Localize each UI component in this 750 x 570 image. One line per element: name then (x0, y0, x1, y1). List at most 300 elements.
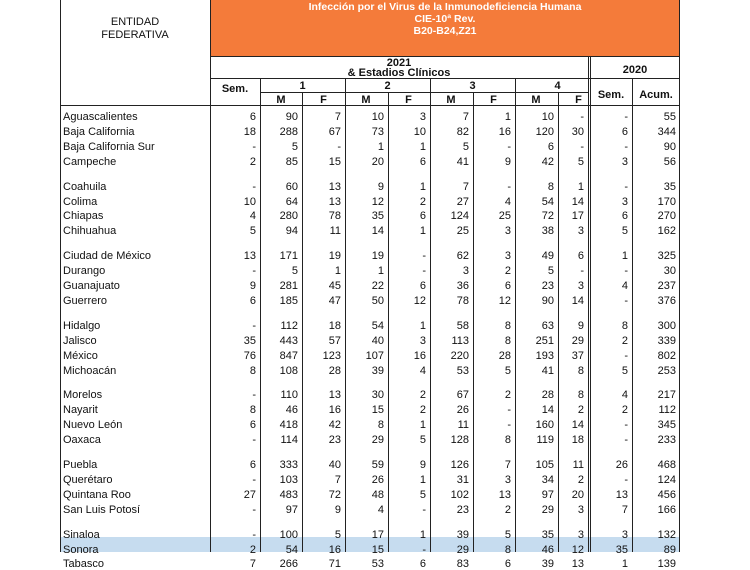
acum-2020-value: 339 (657, 334, 676, 347)
stage-value: - (507, 404, 511, 417)
sem-2020-value: - (624, 473, 628, 486)
stage-value: 42 (541, 155, 554, 168)
stage-value: 58 (456, 319, 469, 332)
entidad-name: Chiapas (63, 210, 104, 223)
stage-value: 107 (365, 349, 384, 362)
sem-2020-value: 5 (621, 364, 628, 377)
stage-value: 37 (571, 349, 584, 362)
stage-value: 119 (536, 434, 554, 447)
male-header: M (361, 94, 371, 106)
stage-value: 16 (413, 349, 426, 362)
stage-value: 6 (504, 280, 511, 292)
stage-value: 73 (371, 125, 384, 138)
stage-value: 8 (504, 543, 511, 556)
stage-value: 46 (285, 404, 298, 417)
stage-value: 3 (462, 265, 469, 278)
sem-2021-value: 2 (249, 543, 256, 556)
sem-2020-value: 26 (615, 459, 628, 471)
stage-value: 41 (541, 364, 554, 377)
sem-2021-value: 35 (243, 334, 256, 347)
stage-value: 6 (547, 140, 554, 153)
stage-value: 29 (541, 503, 554, 516)
sem-2020-value: - (624, 111, 628, 123)
stage-value: 2 (504, 503, 511, 516)
stage-value: 28 (498, 349, 511, 362)
stage-value: 12 (371, 195, 384, 208)
entidad-name: Guerrero (63, 294, 108, 307)
stage-value: 15 (371, 543, 384, 556)
stage-value: 23 (328, 434, 341, 447)
male-header: M (446, 94, 456, 106)
stage-value: 1 (419, 528, 426, 541)
stage-value: 41 (456, 155, 469, 168)
stage-value: - (422, 543, 426, 556)
sem-2020-value: 7 (621, 503, 628, 516)
entidad-name: México (63, 349, 98, 362)
stage-value: 30 (571, 125, 584, 138)
stage-value: 266 (279, 558, 298, 570)
stage-value: 8 (504, 434, 511, 447)
acum-2020-value: 233 (657, 434, 676, 447)
female-header: F (575, 94, 582, 106)
acum-2020-value: 345 (657, 419, 676, 432)
sem-2021-value: - (252, 265, 256, 278)
stage-value: 9 (504, 155, 511, 168)
stage-value: 28 (328, 364, 341, 377)
sem-2020-value: - (624, 294, 628, 307)
sem-2020-value: 3 (621, 155, 628, 168)
acum-2020-value: 139 (657, 558, 676, 570)
stage-value: 38 (541, 225, 554, 238)
stage-value: 97 (541, 488, 554, 501)
stage-value: 3 (577, 225, 584, 238)
stage-value: 17 (571, 210, 584, 223)
stage-value: 5 (504, 364, 511, 377)
stage-value: 110 (280, 389, 298, 402)
sem-2020-value: - (624, 349, 628, 362)
stage-value: - (422, 265, 426, 278)
stage-value: 14 (571, 294, 584, 307)
stage-value: 23 (541, 280, 554, 292)
stage-value: 12 (413, 294, 426, 307)
stage-value: 16 (328, 404, 341, 417)
stage-value: 1 (419, 473, 426, 486)
stage-value: 3 (419, 334, 426, 347)
stage-value: 25 (456, 225, 469, 238)
stage-value: 8 (504, 334, 511, 347)
stage-value: 12 (571, 543, 584, 556)
stage-value: 5 (577, 155, 584, 168)
stage-value: 62 (456, 250, 469, 263)
acum-2020-value: 89 (663, 543, 676, 556)
sem-2021-value: 9 (249, 280, 256, 292)
entidad-name: Nuevo León (63, 419, 123, 432)
sem-2020-value: 4 (621, 280, 628, 292)
entidad-name: Sinaloa (63, 528, 100, 541)
header-line (210, 56, 680, 57)
stage-value: 1 (419, 419, 426, 432)
stage-value: 94 (285, 225, 298, 238)
stage-value: 48 (371, 488, 384, 501)
stage-value: 13 (328, 389, 341, 402)
stage-value: 1 (419, 319, 426, 332)
stage-value: 120 (535, 125, 554, 138)
stage-value: 114 (280, 434, 298, 447)
stage-value: - (422, 503, 426, 516)
stage-value: 60 (285, 180, 298, 193)
stage-value: 5 (291, 265, 298, 278)
female-header: F (405, 94, 412, 106)
sem-2020-value: 5 (621, 225, 628, 238)
entidad-name: Querétaro (63, 473, 113, 486)
sem-2021-value: 5 (249, 225, 256, 238)
acum-2020-value: 124 (657, 473, 676, 486)
stage-value: 6 (504, 558, 511, 570)
stage-value: 72 (541, 210, 554, 223)
stage-value: 2 (577, 473, 584, 486)
stage-value: 13 (328, 180, 341, 193)
stage-value: 1 (504, 111, 511, 123)
entidad-name: Coahuila (63, 180, 107, 193)
acum-2020-value: 112 (658, 404, 676, 417)
entidad-name: Colima (63, 195, 98, 208)
stage-value: 50 (371, 294, 384, 307)
stage-value: 10 (413, 125, 426, 138)
stage-value: 8 (504, 319, 511, 332)
stage-value: 30 (371, 389, 384, 402)
stage-value: 5 (291, 140, 298, 153)
entidad-name: Baja California Sur (63, 140, 155, 153)
entidad-name: Tabasco (63, 558, 104, 570)
entidad-name: Chihuahua (63, 225, 117, 238)
stage-value: 2 (419, 195, 426, 208)
stage-value: 90 (541, 294, 554, 307)
stage-value: 4 (504, 195, 511, 208)
sem-2021-value: 6 (249, 111, 256, 123)
stage-value: 483 (279, 488, 298, 501)
acum-2020-value: 132 (657, 528, 676, 541)
sem-2021-value: - (252, 319, 256, 332)
stage-value: 13 (328, 195, 341, 208)
stage-value: 2 (504, 265, 511, 278)
male-header: M (276, 94, 286, 106)
stage-value: 78 (456, 294, 469, 307)
stage-value: 6 (419, 280, 426, 292)
stage-3-header: 3 (469, 80, 476, 92)
entidad-name: Baja California (63, 125, 135, 138)
stage-value: 14 (571, 195, 584, 208)
stage-value: 39 (371, 364, 384, 377)
entidad-name: Nayarit (63, 404, 98, 417)
sem-2020-value: 4 (621, 389, 628, 402)
stage-value: 4 (419, 364, 426, 377)
sem-2021-value: 6 (249, 459, 256, 471)
stage-value: 63 (541, 319, 554, 332)
sem-2021-value: - (252, 140, 256, 153)
stage-value: 9 (377, 180, 384, 193)
stage-value: 7 (462, 111, 469, 123)
stage-value: 3 (577, 503, 584, 516)
sem-2020-value: - (624, 180, 628, 193)
stage-value: 1 (419, 225, 426, 238)
stage-value: 27 (456, 195, 469, 208)
acum-2020-value: 237 (657, 280, 676, 292)
stage-value: 7 (334, 111, 341, 123)
stage-value: 280 (279, 210, 298, 223)
sem-2020-value: 3 (621, 195, 628, 208)
stage-value: 46 (541, 543, 554, 556)
sem-2021-value: - (252, 528, 256, 541)
stage-value: 8 (577, 389, 584, 402)
stage-value: 13 (571, 558, 584, 570)
entidad-name: Guanajuato (63, 280, 120, 292)
stage-value: 57 (328, 334, 341, 347)
sem-2020-value: - (624, 434, 628, 447)
acum-2020-value: 344 (657, 125, 676, 138)
stage-value: 220 (450, 349, 469, 362)
stage-value: 40 (328, 459, 341, 471)
stage-value: 5 (462, 140, 469, 153)
stage-value: 160 (535, 419, 554, 432)
acum-header: Acum. (639, 89, 673, 101)
entidad-line1: ENTIDAD (110, 16, 160, 28)
acum-2020-value: 217 (657, 389, 676, 402)
stage-value: 113 (451, 334, 469, 347)
stage-value: 2 (419, 389, 426, 402)
stage-value: 26 (456, 404, 469, 417)
acum-2020-value: 802 (657, 349, 676, 362)
header-line (260, 92, 588, 93)
stage-value: 67 (456, 389, 469, 402)
stage-value: 20 (371, 155, 384, 168)
stage-value: - (507, 419, 511, 432)
acum-2020-value: 253 (657, 364, 676, 377)
stage-value: 39 (456, 528, 469, 541)
stage-value: 20 (571, 488, 584, 501)
stage-value: 39 (541, 558, 554, 570)
stage-value: 1 (377, 140, 384, 153)
entidad-name: Hidalgo (63, 319, 101, 332)
stage-value: 5 (419, 434, 426, 447)
sem-2021-value: - (252, 503, 256, 516)
stage-value: 185 (279, 294, 298, 307)
stage-value: 3 (504, 473, 511, 486)
stage-value: 3 (419, 111, 426, 123)
stage-value: 16 (498, 125, 511, 138)
stage-value: 29 (571, 334, 584, 347)
stage-value: 11 (457, 419, 469, 432)
sem-2020-value: 1 (621, 558, 628, 570)
stage-value: 7 (334, 473, 341, 486)
stage-value: 6 (419, 558, 426, 570)
stage-value: 288 (279, 125, 298, 138)
sem-2021-value: 8 (249, 404, 256, 417)
sem-2021-value: 2 (249, 155, 256, 168)
stage-value: 22 (371, 280, 384, 292)
border-left (60, 0, 61, 552)
stage-value: 3 (504, 225, 511, 238)
entidad-name: Sonora (63, 543, 99, 556)
stage-value: 8 (377, 419, 384, 432)
stage-value: 108 (279, 364, 298, 377)
acum-2020-value: 325 (657, 250, 676, 263)
stage-value: 14 (541, 404, 554, 417)
stage-4-header: 4 (554, 80, 561, 92)
stage-value: 28 (541, 389, 554, 402)
stage-value: 85 (285, 155, 298, 168)
stage-value: 5 (419, 488, 426, 501)
sem-2020-header: Sem. (597, 89, 625, 101)
stage-value: 45 (328, 280, 341, 292)
stage-value: 18 (328, 319, 341, 332)
stage-value: 53 (456, 364, 469, 377)
acum-2020-value: 376 (657, 294, 676, 307)
stage-value: - (507, 180, 511, 193)
stage-value: 9 (577, 319, 584, 332)
stage-value: - (337, 140, 341, 153)
stage-value: 23 (456, 503, 469, 516)
stage-value: 54 (541, 195, 554, 208)
stage-value: 4 (377, 503, 384, 516)
sem-2020-value: 2 (621, 404, 628, 417)
sem-2021-value: 18 (243, 125, 256, 138)
stage-value: 15 (371, 404, 384, 417)
year-2021: 2021 (386, 57, 412, 69)
sem-2020-value: 3 (621, 528, 628, 541)
stage-value: - (580, 111, 584, 123)
stage-value: 12 (498, 294, 511, 307)
cie-codes: B20-B24,Z21 (413, 25, 477, 37)
entidad-name: Puebla (63, 459, 98, 471)
entidad-name: Quintana Roo (63, 488, 131, 501)
stage-value: 15 (328, 155, 341, 168)
sem-2020-value: - (624, 140, 628, 153)
stage-value: 11 (329, 225, 341, 238)
stage-value: 26 (371, 473, 384, 486)
stage-value: 847 (279, 349, 298, 362)
sem-2021-value: 8 (249, 364, 256, 377)
sem-2021-value: 4 (249, 210, 256, 223)
sem-2020-value: 6 (621, 125, 628, 138)
stage-value: 78 (328, 210, 341, 223)
stage-value: 40 (371, 334, 384, 347)
stage-value: 25 (498, 210, 511, 223)
stage-value: 54 (285, 543, 298, 556)
acum-2020-value: 456 (657, 488, 676, 501)
stage-value: 82 (456, 125, 469, 138)
sem-2020-value: 8 (621, 319, 628, 332)
entidad-name: Michoacán (63, 364, 117, 377)
report-table (60, 0, 680, 570)
entidad-line2: FEDERATIVA (101, 29, 169, 41)
stage-value: 124 (450, 210, 469, 223)
stage-value: 18 (571, 434, 584, 447)
acum-2020-value: 35 (663, 180, 676, 193)
female-header: F (320, 94, 327, 106)
sem-2021-value: - (252, 389, 256, 402)
entidad-name: Campeche (63, 155, 117, 168)
acum-2020-value: 166 (657, 503, 676, 516)
stage-value: 6 (577, 250, 584, 263)
entidad-name: Ciudad de México (63, 250, 152, 263)
stage-value: 2 (577, 404, 584, 417)
stage-value: 1 (419, 140, 426, 153)
sem-2021-value: - (252, 434, 256, 447)
stage-2-header: 2 (384, 80, 391, 92)
sem-2021-value: - (252, 180, 256, 193)
sem-2021-header: Sem. (221, 83, 249, 95)
sem-2020-value: - (624, 419, 628, 432)
sem-2021-value: 6 (249, 419, 256, 432)
stage-value: 5 (547, 265, 554, 278)
stage-value: - (580, 140, 584, 153)
stage-value: 97 (285, 503, 298, 516)
entidad-name: Jalisco (63, 334, 97, 347)
stage-value: 6 (419, 210, 426, 223)
stage-value: 14 (371, 225, 384, 238)
stage-value: 67 (328, 125, 341, 138)
year-2020: 2020 (622, 64, 648, 76)
stage-value: 47 (328, 294, 341, 307)
stage-value: 14 (571, 419, 584, 432)
stage-value: 100 (279, 528, 298, 541)
stage-value: 17 (371, 528, 384, 541)
stage-value: 418 (279, 419, 298, 432)
stage-value: 102 (450, 488, 469, 501)
disease-title-banner (210, 0, 680, 56)
stage-value: 29 (456, 543, 469, 556)
stage-value: - (580, 265, 584, 278)
stage-value: 72 (328, 488, 341, 501)
female-header: F (490, 94, 497, 106)
stage-value: 1 (377, 265, 384, 278)
sem-2021-value: 7 (249, 558, 256, 570)
acum-2020-value: 468 (657, 459, 676, 471)
sem-2021-value: 27 (243, 488, 256, 501)
stage-value: 112 (280, 319, 298, 332)
stage-value: 71 (328, 558, 341, 570)
entidad-name: San Luis Potosí (63, 503, 141, 516)
entidad-name: Morelos (63, 389, 103, 402)
stage-value: 16 (328, 543, 341, 556)
stage-value: 10 (541, 111, 554, 123)
stage-value: 3 (577, 280, 584, 292)
stage-value: 8 (577, 364, 584, 377)
header-line (210, 78, 680, 79)
stage-value: 2 (419, 404, 426, 417)
stage-value: 34 (541, 473, 554, 486)
stage-value: 64 (285, 195, 298, 208)
entidad-name: Oaxaca (63, 434, 101, 447)
border-right (679, 0, 680, 552)
cie-revision: CIE-10ª Rev. (414, 13, 476, 25)
acum-2020-value: 162 (657, 225, 676, 238)
stage-value: 251 (535, 334, 554, 347)
disease-title: Infección por el Virus de la Inmunodeficiencia Humana (308, 1, 582, 13)
entidad-name: Aguascalientes (63, 111, 138, 123)
sem-2021-value: 76 (243, 349, 256, 362)
stage-value: 3 (504, 250, 511, 263)
stage-value: 126 (450, 459, 469, 471)
stage-value: 171 (279, 250, 298, 263)
stage-value: 13 (498, 488, 511, 501)
acum-2020-value: 300 (657, 319, 676, 332)
stage-value: 49 (541, 250, 554, 263)
stage-value: - (507, 140, 511, 153)
stage-value: 105 (535, 459, 554, 471)
stage-value: - (422, 250, 426, 263)
stage-value: 1 (419, 180, 426, 193)
